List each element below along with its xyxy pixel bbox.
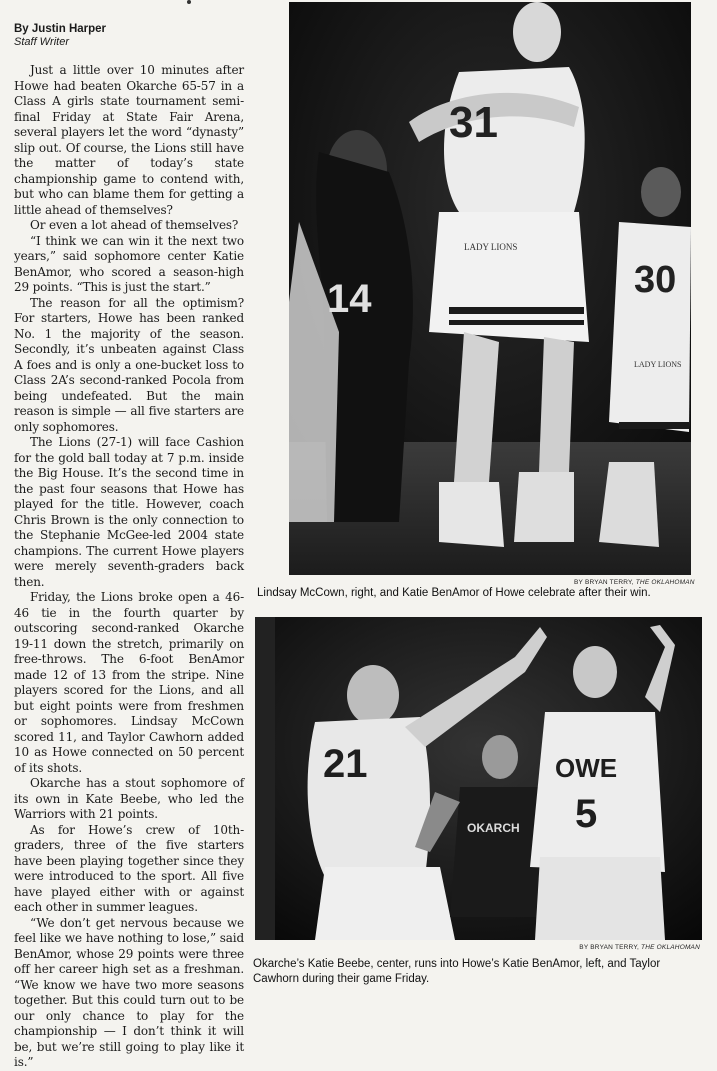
print-mark [187, 0, 191, 4]
article-paragraph: As for Howe’s crew of 10th-graders, three of the five starters have been playing together since they were introduced to the sport. All five have played either with or against each other in summer leagues. [14, 822, 244, 914]
photo-credit-name: BY BRYAN TERRY, [579, 944, 640, 951]
article-paragraph: “We don’t get nervous because we feel like we have nothing to lose,” said BenAmor, whose 29 points were three off her career high set as a freshman. “We know we have two more seasons together. But this could turn out to be our only chance to play for the championship — I don’t think it will be, but we’re still going to play like it is.” [14, 915, 244, 1069]
photo-credit [574, 579, 695, 586]
photo-credit-outlet: THE OKLAHOMAN [641, 944, 700, 951]
article-paragraph: Or even a lot ahead of themselves? [30, 218, 239, 232]
article-paragraph: Okarche has a stout sophomore of its own in Kate Beebe, who led the Warriors with 21 points. [14, 776, 244, 821]
photo-game-action-illustration [255, 617, 702, 940]
uniform-text: OKARCH [467, 821, 520, 835]
article-paragraph: The reason for all the optimism? For starters, Howe has been ranked No. 1 the majority of the season. Secondly, it’s unbeaten against Class A foes and is only a one-bucket loss to Class 2A’s second-ranked Pocola from being undefeated. But the main reason is simple — all five starters are only sophomores. [14, 295, 244, 434]
jersey-number: 21 [323, 742, 368, 786]
byline: By Justin Harper [14, 23, 107, 35]
jersey-number: 5 [575, 792, 598, 836]
photo-credit-name: BY BRYAN TERRY, [574, 579, 634, 586]
article-column [14, 22, 244, 1071]
photo-caption: Okarche’s Katie Beebe, center, runs into Howe’s Katie BenAmor, left, and Taylor Cawhorn during their game Friday. [253, 958, 661, 985]
jersey-number: 14 [327, 277, 372, 321]
article-paragraph: Friday, the Lions broke open a 46-46 tie in the fourth quarter by outscoring second-ranked Okarche 19-11 down the stretch, primarily on free-throws. The 6-foot BenAmor made 12 of 13 from the stripe. Nine players scored for the Lions, and all but eight points were from freshmen or sophomores. Lindsay McCown scored 11, and Taylor Cawhorn added 10 as Howe connected on 50 percent of its shots. [14, 590, 244, 775]
photo-celebration [289, 2, 691, 575]
photo-celebration-illustration [289, 2, 691, 575]
uniform-text: LADY LIONS [634, 360, 682, 369]
photo-caption: Lindsay McCown, right, and Katie BenAmor of Howe celebrate after their win. [257, 587, 651, 599]
photo-game-action [255, 617, 702, 940]
article-paragraph: The Lions (27-1) will face Cashion for the gold ball today at 7 p.m. inside the Big House. It’s the second time in the past four seasons that Howe has played for the title. However, coach Chris Brown is the only connection to the Stephanie McGee-led 2004 state champions. The current Howe players were merely seventh-graders back then. [14, 435, 244, 589]
article-paragraph: “I think we can win it the next two years,” said sophomore center Katie BenAmor, who scored a season-high 29 points. “This is just the start.” [14, 233, 244, 294]
photo-credit-outlet: THE OKLAHOMAN [635, 579, 695, 586]
jersey-number: 31 [449, 98, 498, 147]
jersey-number: 30 [634, 259, 677, 301]
byline-role: Staff Writer [14, 36, 70, 48]
photo-credit [579, 944, 700, 951]
uniform-text: OWE [555, 753, 618, 783]
article-paragraph: Just a little over 10 minutes after Howe had beaten Okarche 65-57 in a Class A girls state tournament semi-final Friday at State Fair Arena, several players let the word “dynasty” slip out. Of course, the Lions still have the matter of today’s state championship game to contend with, but who can blame them for getting a little ahead of themselves? [14, 63, 244, 217]
uniform-text: LADY LIONS [464, 242, 518, 252]
